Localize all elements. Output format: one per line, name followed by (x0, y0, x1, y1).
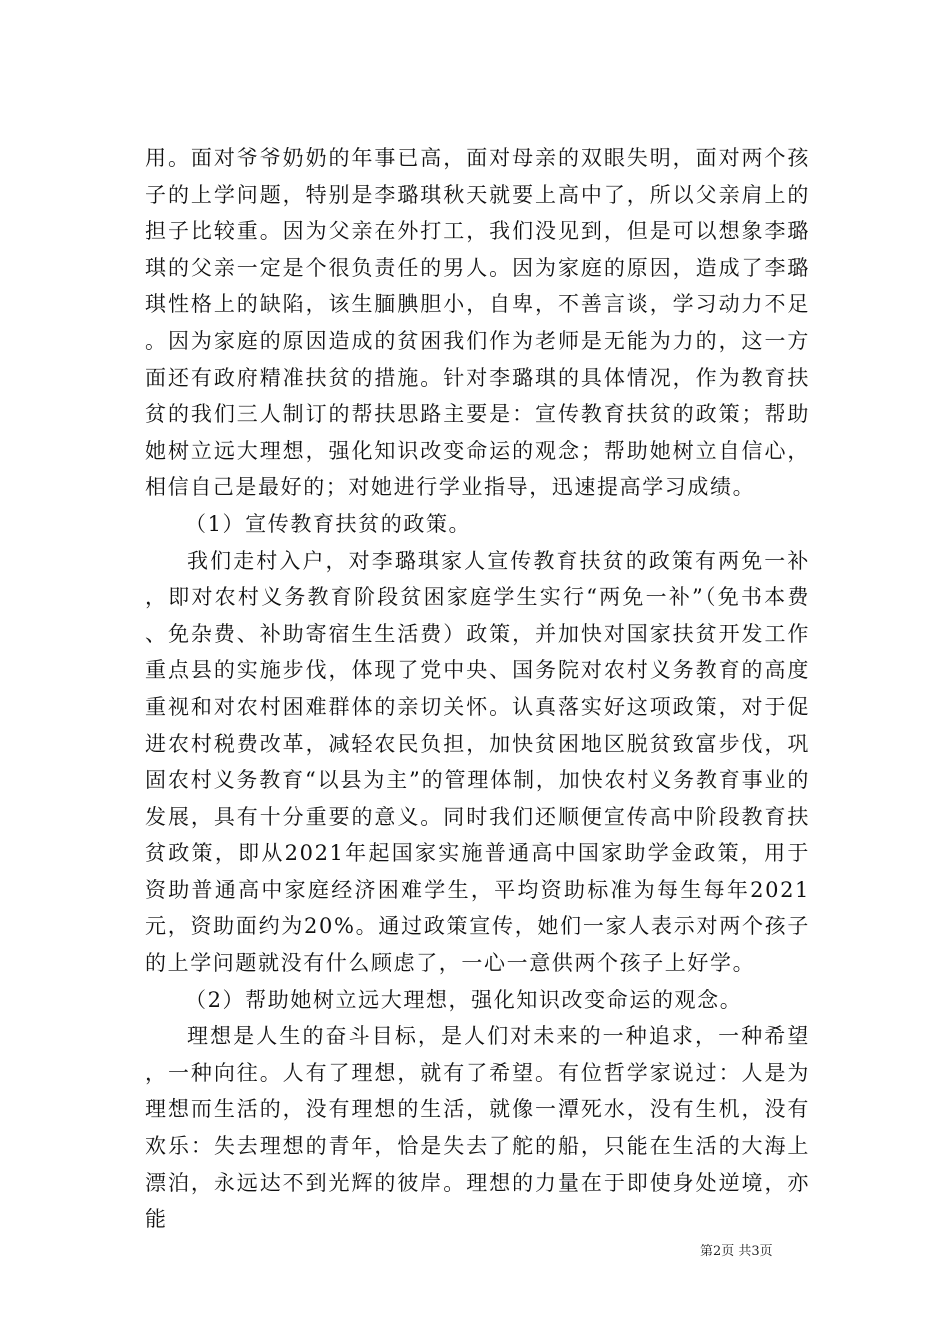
page-number-footer: 第2页 共3页 (700, 1244, 773, 1259)
section-heading-2: （2）帮助她树立远大理想，强化知识改变命运的观念。 (185, 987, 743, 1012)
paragraph-2: 我们走村入户，对李璐琪家人宣传教育扶贫的政策有两免一补，即对农村义务教育阶段贫困家庭学生实行“两免一补”（免书本费、免杂费、补助寄宿生生活费）政策，并加快对国家扶贫开发工作重点县的实施步伐，体现了党中央、国务院对农村义务教育的高度重视和对农村困难群体的亲切关怀。认真落实好这项政策，对于促进农村税费改革，减轻农民负担，加快贫困地区脱贫致富步伐，巩固农村义务教育“以县为主”的管理体制，加快农村义务教育事业的发展，具有十分重要的意义。同时我们还顺便宣传高中阶段教育扶贫政策，即从2021年起国家实施普通高中国家助学金政策，用于资助普通高中家庭经济困难学生，平均资助标准为每生每年2021元，资助面约为20%。通过政策宣传，她们一家人表示对两个孩子的上学问题就没有什么顾虑了，一心一意供两个孩子上好学。 (145, 548, 810, 976)
paragraph-3: 理想是人生的奋斗目标，是人们对未来的一种追求，一种希望，一种向往。人有了理想，就有了希望。有位哲学家说过：人是为理想而生活的，没有理想的生活，就像一潭死水，没有生机，没有欢乐：失去理想的青年，恰是失去了舵的船，只能在生活的大海上漂泊，永远达不到光辉的彼岸。理想的力量在于即使身处逆境，亦能 (145, 1024, 810, 1232)
paragraph-1: 用。面对爷爷奶奶的年事已高，面对母亲的双眼失明，面对两个孩子的上学问题，特别是李璐琪秋天就要上高中了，所以父亲肩上的担子比较重。因为父亲在外打工，我们没见到，但是可以想象李璐琪的父亲一定是个很负责任的男人。因为家庭的原因，造成了李璐琪性格上的缺陷，该生腼腆胆小，自卑，不善言谈，学习动力不足。因为家庭的原因造成的贫困我们作为老师是无能为力的，这一方面还有政府精准扶贫的措施。针对李璐琪的具体情况，作为教育扶贫的我们三人制订的帮扶思路主要是：宣传教育扶贫的政策；帮助她树立远大理想，强化知识改变命运的观念；帮助她树立自信心，相信自己是最好的；对她进行学业指导，迅速提高学习成绩。 (145, 146, 810, 500)
section-heading-1: （1）宣传教育扶贫的政策。 (185, 511, 472, 536)
document-body (145, 140, 810, 1238)
